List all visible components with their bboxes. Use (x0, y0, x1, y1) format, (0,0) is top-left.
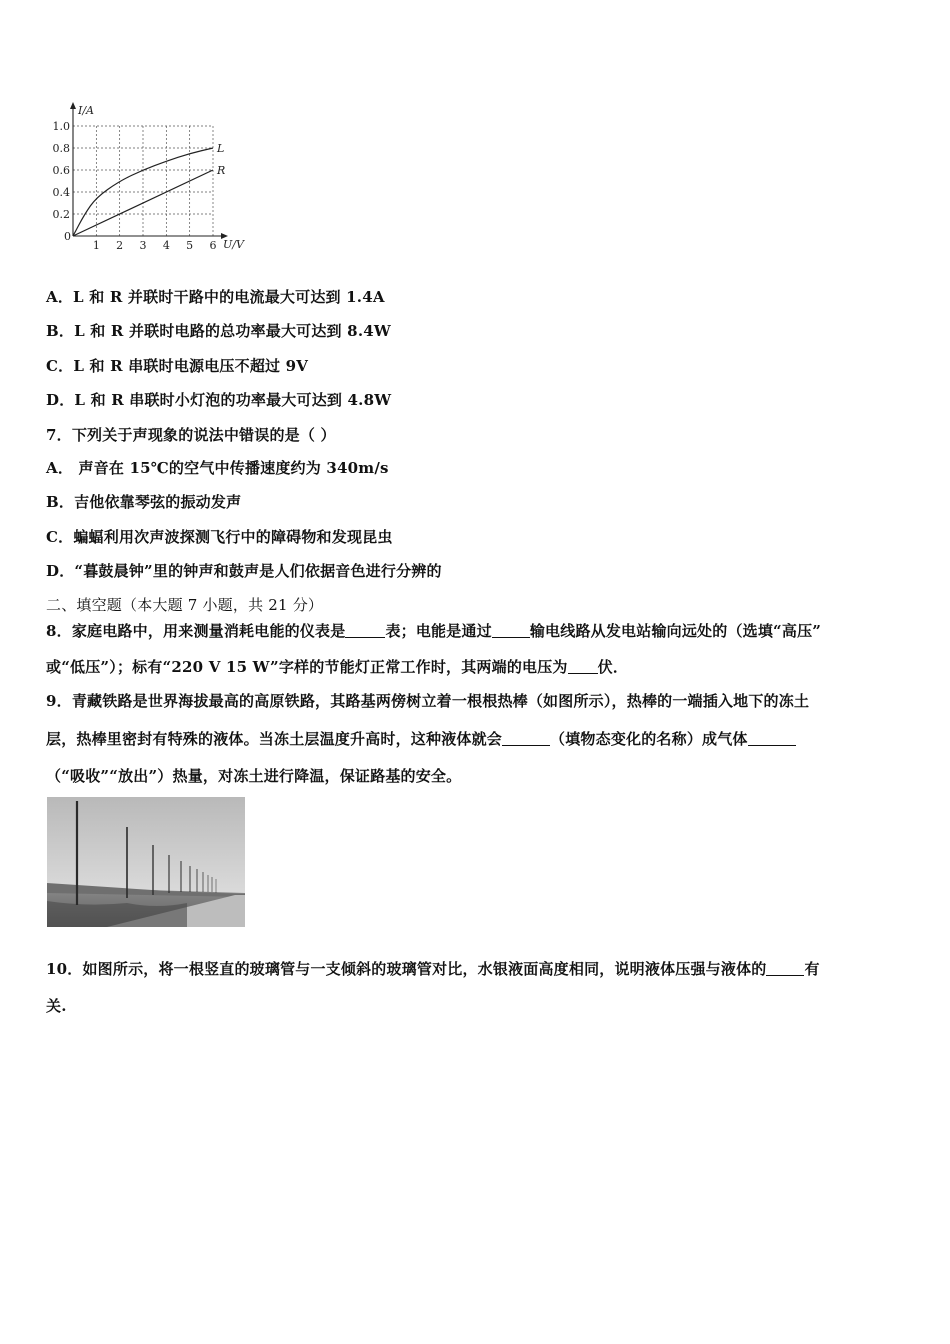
q6-option-d: D．L 和 R 串联时小灯泡的功率最大可达到 4.8W (46, 391, 392, 409)
chart-grid (73, 126, 213, 236)
q7-option-b: B．吉他依靠琴弦的振动发声 (46, 493, 242, 511)
q7-option-c: C．蝙蝠利用次声波探测飞行中的障碍物和发现昆虫 (46, 528, 393, 546)
q10-line-1: 10．如图所示，将一根竖直的玻璃管与一支倾斜的玻璃管对比，水银液面高度相同，说明液体压强与液体的 有 (46, 960, 820, 978)
q6-option-c: C．L 和 R 串联时电源电压不超过 9V (46, 357, 309, 375)
origin-label: 0 (64, 230, 71, 243)
series-label-R: R (217, 164, 226, 177)
y-axis-arrow (70, 102, 76, 109)
q9-line-2: 层，热棒里密封有特殊的液体。当冻土层温度升高时，这种液体就会 （填物态变化的名称）成气体 (46, 728, 796, 749)
q9-line-3: （“吸收”“放出”）热量，对冻土进行降温，保证路基的安全。 (46, 767, 462, 785)
iu-chart (40, 96, 260, 256)
q8-line-2: 或“低压”）；标有“220 V 15 W”字样的节能灯正常工作时，其两端的电压为 伏． (46, 658, 629, 676)
q7-option-a: A． 声音在 15℃的空气中传播速度约为 340m/s (46, 459, 389, 477)
x-tick-label: 3 (139, 239, 147, 252)
heat-pipe-photo (47, 797, 245, 927)
y-axis-label: I/A (78, 104, 94, 117)
x-tick-label: 4 (162, 239, 170, 252)
q6-option-a: A．L 和 R 并联时干路中的电流最大可达到 1.4A (46, 288, 385, 306)
y-tick-label: 1.0 (52, 120, 70, 133)
y-tick-label: 0.4 (52, 186, 70, 199)
x-tick-label: 5 (186, 239, 194, 252)
q8-line-1: 8．家庭电路中，用来测量消耗电能的仪表是 表；电能是通过 输电线路从发电站输向远处的（选填“高压” (46, 622, 822, 640)
q7-stem: 7．下列关于声现象的说法中错误的是（ ） (46, 426, 336, 444)
y-tick-label: 0.6 (52, 164, 70, 177)
x-tick-label: 6 (209, 239, 217, 252)
section-heading: 二、填空题（本大题 7 小题，共 21 分） (46, 596, 324, 614)
y-tick-label: 0.2 (52, 208, 70, 221)
x-tick-label: 1 (92, 239, 100, 252)
y-tick-label: 0.8 (52, 142, 70, 155)
chart-axes (70, 102, 228, 239)
q10-line-2: 关. (46, 997, 67, 1015)
q6-option-b: B．L 和 R 并联时电路的总功率最大可达到 8.4W (46, 322, 391, 340)
x-axis-label: U/V (223, 238, 244, 251)
series-label-L: L (217, 142, 225, 155)
x-tick-label: 2 (116, 239, 124, 252)
q7-option-d: D．“暮鼓晨钟”里的钟声和鼓声是人们依据音色进行分辨的 (46, 562, 442, 580)
q9-line-1: 9．青藏铁路是世界海拔最高的高原铁路，其路基两傍树立着一根根热棒（如图所示），热棒的一端插入地下的冻土 (46, 692, 810, 710)
chart-series (73, 142, 225, 236)
